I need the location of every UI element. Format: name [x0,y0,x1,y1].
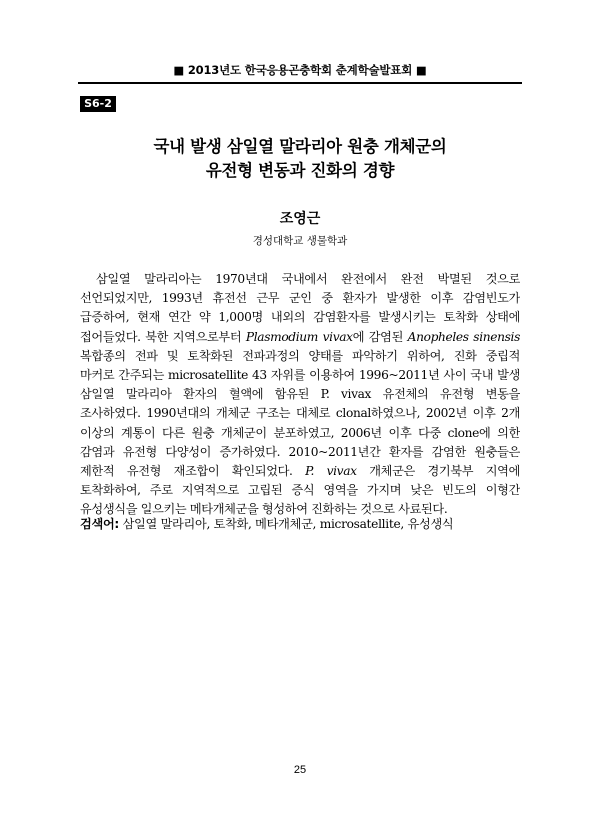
abstract-text: 접어들었다. 북한 지역으로부터 [80,329,246,344]
abstract-line: 급증하여, 현재 연간 약 1,000명 내외의 감염환자를 발생시키는 토착화 상태에 [80,310,520,325]
abstract-line: 마커로 간주되는 microsatellite 43 자위를 이용하여 1996~2011년 사이 국내 발생 [80,367,520,382]
author-name: 조영근 [279,211,321,227]
abstract-line: 유성생식을 일으키는 메타개체군을 형성하여 진화하는 것으로 사료된다. [80,502,448,517]
abstract-line: 이상의 계통이 다른 원충 개체군이 분포하였고, 2006년 이후 다중 clone에 의한 [80,425,520,440]
keywords-label: 검색어: [80,517,119,531]
page-number: 25 [293,764,307,776]
title-line-1: 국내 발생 삼일열 말라리아 원충 개체군의 [153,137,447,156]
title-line-2: 유전형 변동과 진화의 경향 [205,161,395,180]
species-name: Plasmodium vivax [245,329,353,344]
species-name: Anopheles sinensis [407,329,520,344]
abstract-line: 복합종의 전파 및 토착화된 전파과정의 양태를 파악하기 위하여, 진화 중립적 [80,348,520,363]
keywords [80,515,520,532]
abstract-text: 제한적 유전형 재조합이 확인되었다. [80,463,306,478]
abstract-text: 개체군은 경기북부 지역에 [356,463,520,478]
header-rule [78,82,522,84]
abstract-line: 삼일열 말라리아는 1970년대 국내에서 완전에서 완전 박멸된 것으로 [96,272,520,286]
abstract-text: 에 감염된 [352,329,408,344]
abstract-line: 선언되었지만, 1993년 휴전선 근무 군인 중 환자가 발생한 이후 감염빈도가 [80,291,520,306]
species-name: P. vivax [305,463,357,478]
abstract-line [80,462,520,481]
abstract-line: 감염과 유전형 다양성이 증가하였다. 2010~2011년간 환자를 감염한 원충들은 [80,444,520,459]
abstract-body [80,270,520,519]
abstract-line: 삼일열 말라리아 환자의 혈액에 함유된 P. vivax 유전체의 유전형 변동을 [80,387,520,402]
session-tag: S6-2 [80,96,116,112]
author-affiliation: 경성대학교 생물학과 [252,235,348,247]
abstract-line [80,328,520,347]
running-header: ■ 2013년도 한국응용곤충학회 춘계학술발표회 ■ [173,63,427,77]
abstract-line: 토착화하여, 주로 지역적으로 고립된 증식 영역을 가지며 낮은 빈도의 이형간 [80,483,520,498]
keywords-text: 삼일열 말라리아, 토착화, 메타개체군, microsatellite, 유성생식 [119,517,454,531]
abstract-line: 조사하였다. 1990년대의 개체군 구조는 대체로 clonal하였으나, 2002년 이후 2개 [80,406,520,421]
